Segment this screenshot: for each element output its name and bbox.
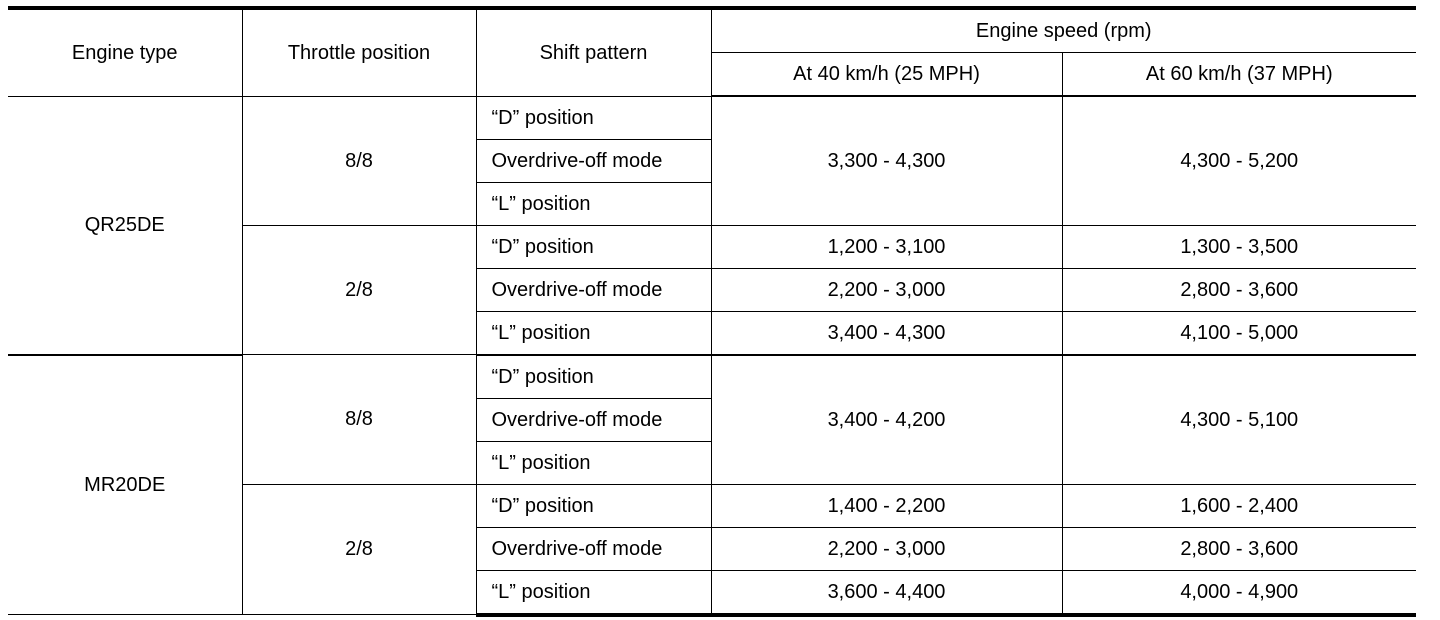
speed-60-cell: 4,300 - 5,200 bbox=[1062, 96, 1416, 225]
table-body bbox=[8, 96, 1416, 615]
throttle-cell: 8/8 bbox=[242, 96, 476, 225]
throttle-cell: 2/8 bbox=[242, 484, 476, 615]
table-header bbox=[8, 8, 1416, 96]
header-at-40: At 40 km/h (25 MPH) bbox=[711, 53, 1062, 97]
speed-40-cell: 3,400 - 4,300 bbox=[711, 311, 1062, 355]
speed-60-cell: 4,000 - 4,900 bbox=[1062, 570, 1416, 615]
shift-pattern-cell: “L” position bbox=[476, 441, 711, 484]
header-engine-type: Engine type bbox=[8, 8, 242, 96]
speed-60-cell: 4,300 - 5,100 bbox=[1062, 355, 1416, 485]
shift-pattern-cell: “D” position bbox=[476, 484, 711, 527]
speed-60-cell: 2,800 - 3,600 bbox=[1062, 268, 1416, 311]
speed-60-cell: 4,100 - 5,000 bbox=[1062, 311, 1416, 355]
engine-type-cell: QR25DE bbox=[8, 96, 242, 355]
shift-pattern-cell: Overdrive-off mode bbox=[476, 268, 711, 311]
throttle-cell: 8/8 bbox=[242, 355, 476, 485]
header-at-60: At 60 km/h (37 MPH) bbox=[1062, 53, 1416, 97]
shift-pattern-cell: “D” position bbox=[476, 96, 711, 139]
header-engine-speed: Engine speed (rpm) bbox=[711, 8, 1416, 53]
speed-40-cell: 2,200 - 3,000 bbox=[711, 268, 1062, 311]
speed-40-cell: 1,400 - 2,200 bbox=[711, 484, 1062, 527]
table-row bbox=[8, 96, 1416, 139]
engine-type-cell: MR20DE bbox=[8, 355, 242, 615]
throttle-cell: 2/8 bbox=[242, 225, 476, 355]
speed-40-cell: 3,600 - 4,400 bbox=[711, 570, 1062, 615]
shift-pattern-cell: “L” position bbox=[476, 182, 711, 225]
header-shift-pattern: Shift pattern bbox=[476, 8, 711, 96]
shift-pattern-cell: Overdrive-off mode bbox=[476, 398, 711, 441]
engine-speed-table bbox=[8, 6, 1416, 617]
speed-40-cell: 3,400 - 4,200 bbox=[711, 355, 1062, 485]
header-throttle-position: Throttle position bbox=[242, 8, 476, 96]
speed-60-cell: 2,800 - 3,600 bbox=[1062, 527, 1416, 570]
shift-pattern-cell: Overdrive-off mode bbox=[476, 139, 711, 182]
shift-pattern-cell: “D” position bbox=[476, 355, 711, 399]
shift-pattern-cell: “L” position bbox=[476, 570, 711, 615]
speed-40-cell: 3,300 - 4,300 bbox=[711, 96, 1062, 225]
shift-pattern-cell: “D” position bbox=[476, 225, 711, 268]
table-row bbox=[8, 355, 1416, 399]
shift-pattern-cell: “L” position bbox=[476, 311, 711, 355]
shift-pattern-cell: Overdrive-off mode bbox=[476, 527, 711, 570]
speed-60-cell: 1,300 - 3,500 bbox=[1062, 225, 1416, 268]
speed-40-cell: 2,200 - 3,000 bbox=[711, 527, 1062, 570]
speed-40-cell: 1,200 - 3,100 bbox=[711, 225, 1062, 268]
speed-60-cell: 1,600 - 2,400 bbox=[1062, 484, 1416, 527]
header-row-1 bbox=[8, 8, 1416, 53]
